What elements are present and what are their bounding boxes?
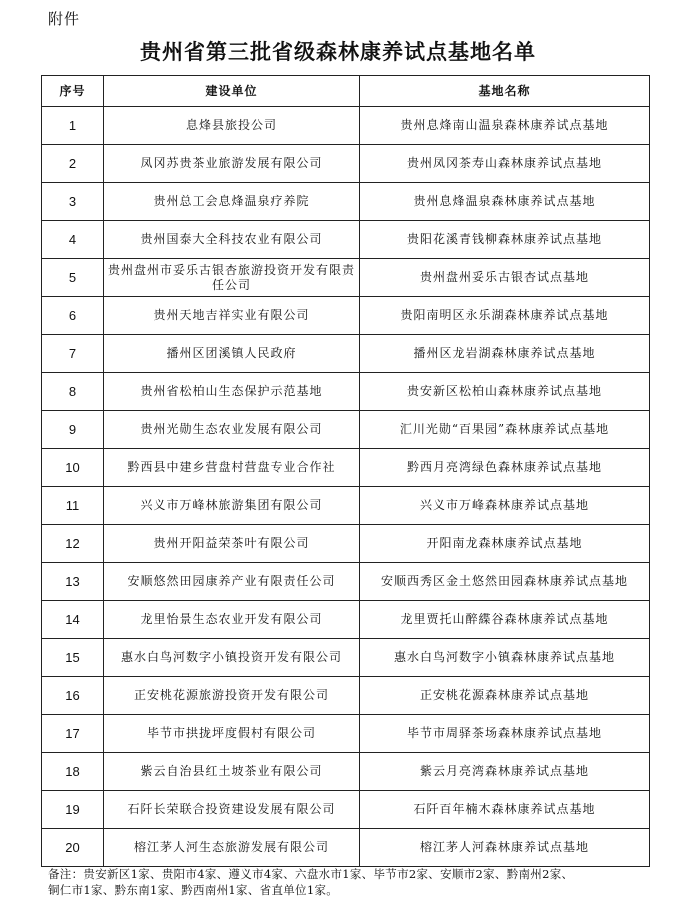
cell-index: 8 bbox=[42, 373, 104, 411]
cell-index: 7 bbox=[42, 335, 104, 373]
table-row bbox=[42, 183, 650, 221]
table-row bbox=[42, 297, 650, 335]
cell-index: 13 bbox=[42, 563, 104, 601]
cell-builder: 黔西县中建乡营盘村营盘专业合作社 bbox=[104, 449, 360, 487]
table-row bbox=[42, 563, 650, 601]
cell-base-name: 石阡百年楠木森林康养试点基地 bbox=[360, 791, 650, 829]
table-row bbox=[42, 829, 650, 867]
cell-index: 12 bbox=[42, 525, 104, 563]
attachment-label: 附件 bbox=[48, 10, 81, 28]
cell-index: 9 bbox=[42, 411, 104, 449]
cell-index: 10 bbox=[42, 449, 104, 487]
footnote bbox=[48, 866, 648, 898]
cell-base-name: 贵阳南明区永乐湖森林康养试点基地 bbox=[360, 297, 650, 335]
cell-base-name: 正安桃花源森林康养试点基地 bbox=[360, 677, 650, 715]
cell-base-name: 贵州息烽南山温泉森林康养试点基地 bbox=[360, 107, 650, 145]
cell-base-name: 龙里贾托山醉緤谷森林康养试点基地 bbox=[360, 601, 650, 639]
header-base-name: 基地名称 bbox=[360, 76, 650, 107]
table-row bbox=[42, 791, 650, 829]
cell-base-name: 贵州盘州妥乐古银杏试点基地 bbox=[360, 259, 650, 297]
cell-base-name: 贵安新区松柏山森林康养试点基地 bbox=[360, 373, 650, 411]
cell-builder: 贵州盘州市妥乐古银杏旅游投资开发有限责任公司 bbox=[104, 259, 360, 297]
page-title: 贵州省第三批省级森林康养试点基地名单 bbox=[140, 40, 536, 64]
cell-builder: 贵州光勋生态农业发展有限公司 bbox=[104, 411, 360, 449]
cell-index: 19 bbox=[42, 791, 104, 829]
table-row bbox=[42, 601, 650, 639]
cell-base-name: 黔西月亮湾绿色森林康养试点基地 bbox=[360, 449, 650, 487]
table-row bbox=[42, 373, 650, 411]
cell-builder: 榕江茅人河生态旅游发展有限公司 bbox=[104, 829, 360, 867]
table-row bbox=[42, 411, 650, 449]
table-row bbox=[42, 221, 650, 259]
cell-index: 2 bbox=[42, 145, 104, 183]
cell-builder: 惠水白鸟河数字小镇投资开发有限公司 bbox=[104, 639, 360, 677]
cell-index: 5 bbox=[42, 259, 104, 297]
table-row bbox=[42, 715, 650, 753]
cell-base-name: 汇川光勋“百果园”森林康养试点基地 bbox=[360, 411, 650, 449]
cell-base-name: 兴义市万峰森林康养试点基地 bbox=[360, 487, 650, 525]
cell-base-name: 安顺西秀区金土悠然田园森林康养试点基地 bbox=[360, 563, 650, 601]
cell-builder: 安顺悠然田园康养产业有限责任公司 bbox=[104, 563, 360, 601]
footnote-line: 铜仁市1家、黔东南1家、黔西南州1家、省直单位1家。 bbox=[48, 883, 339, 897]
cell-builder: 贵州国泰大全科技农业有限公司 bbox=[104, 221, 360, 259]
cell-base-name: 贵阳花溪青钱柳森林康养试点基地 bbox=[360, 221, 650, 259]
cell-builder: 石阡长荣联合投资建设发展有限公司 bbox=[104, 791, 360, 829]
cell-base-name: 榕江茅人河森林康养试点基地 bbox=[360, 829, 650, 867]
table-row bbox=[42, 145, 650, 183]
cell-builder: 贵州省松柏山生态保护示范基地 bbox=[104, 373, 360, 411]
cell-base-name: 惠水白鸟河数字小镇森林康养试点基地 bbox=[360, 639, 650, 677]
cell-base-name: 毕节市周驿茶场森林康养试点基地 bbox=[360, 715, 650, 753]
cell-builder: 贵州总工会息烽温泉疗养院 bbox=[104, 183, 360, 221]
cell-builder: 凤冈苏贵茶业旅游发展有限公司 bbox=[104, 145, 360, 183]
cell-builder: 贵州开阳益荣茶叶有限公司 bbox=[104, 525, 360, 563]
cell-base-name: 开阳南龙森林康养试点基地 bbox=[360, 525, 650, 563]
cell-base-name: 贵州息烽温泉森林康养试点基地 bbox=[360, 183, 650, 221]
cell-base-name: 紫云月亮湾森林康养试点基地 bbox=[360, 753, 650, 791]
cell-base-name: 播州区龙岩湖森林康养试点基地 bbox=[360, 335, 650, 373]
table-header-row bbox=[42, 76, 650, 107]
cell-index: 1 bbox=[42, 107, 104, 145]
cell-base-name: 贵州凤冈茶寿山森林康养试点基地 bbox=[360, 145, 650, 183]
header-index: 序号 bbox=[42, 76, 104, 107]
cell-builder: 紫云自治县红土坡茶业有限公司 bbox=[104, 753, 360, 791]
table-row bbox=[42, 449, 650, 487]
table-row bbox=[42, 525, 650, 563]
cell-builder: 兴义市万峰林旅游集团有限公司 bbox=[104, 487, 360, 525]
table-row bbox=[42, 639, 650, 677]
cell-builder: 毕节市拱拢坪度假村有限公司 bbox=[104, 715, 360, 753]
cell-index: 18 bbox=[42, 753, 104, 791]
table-row bbox=[42, 753, 650, 791]
table-row bbox=[42, 259, 650, 297]
cell-index: 15 bbox=[42, 639, 104, 677]
cell-builder: 播州区团溪镇人民政府 bbox=[104, 335, 360, 373]
cell-index: 17 bbox=[42, 715, 104, 753]
cell-builder: 息烽县旅投公司 bbox=[104, 107, 360, 145]
cell-builder: 正安桃花源旅游投资开发有限公司 bbox=[104, 677, 360, 715]
cell-builder: 龙里怡景生态农业开发有限公司 bbox=[104, 601, 360, 639]
table-row bbox=[42, 487, 650, 525]
cell-index: 11 bbox=[42, 487, 104, 525]
table-row bbox=[42, 677, 650, 715]
cell-index: 4 bbox=[42, 221, 104, 259]
cell-index: 6 bbox=[42, 297, 104, 335]
cell-index: 20 bbox=[42, 829, 104, 867]
header-builder: 建设单位 bbox=[104, 76, 360, 107]
cell-index: 3 bbox=[42, 183, 104, 221]
cell-index: 16 bbox=[42, 677, 104, 715]
table-row bbox=[42, 107, 650, 145]
base-list-table bbox=[41, 75, 650, 867]
cell-builder: 贵州天地吉祥实业有限公司 bbox=[104, 297, 360, 335]
cell-index: 14 bbox=[42, 601, 104, 639]
footnote-line: 备注：贵安新区1家、贵阳市4家、遵义市4家、六盘水市1家、毕节市2家、安顺市2家、黔南州2家、 bbox=[48, 867, 574, 881]
table-row bbox=[42, 335, 650, 373]
